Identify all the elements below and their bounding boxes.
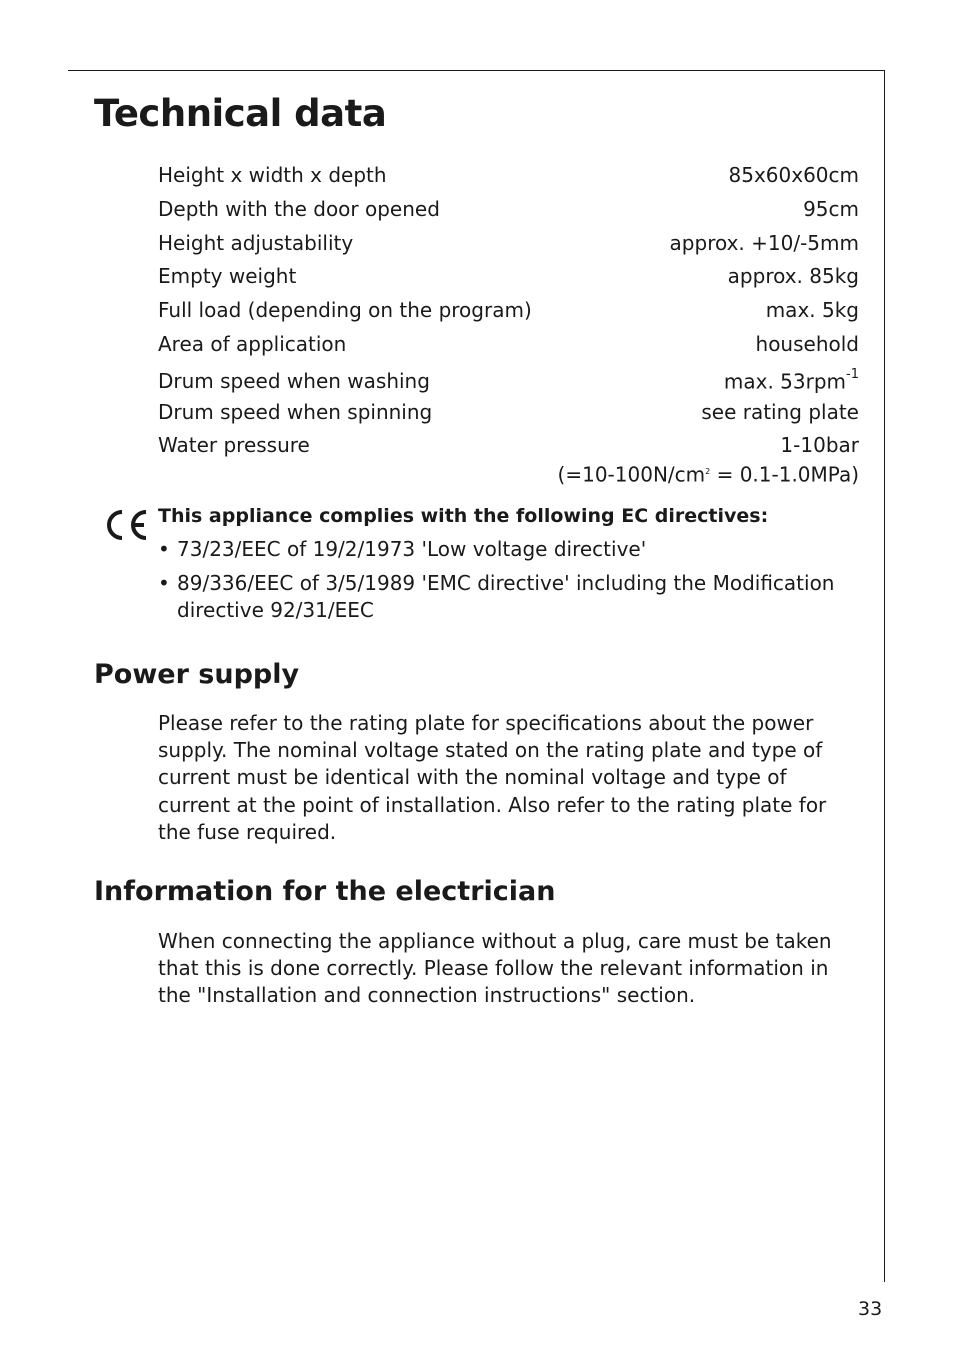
spec-row xyxy=(158,430,859,458)
spec-label: Water pressure xyxy=(158,433,310,458)
electrician-heading: Information for the electrician xyxy=(94,876,556,907)
spec-label: Height x width x depth xyxy=(158,163,387,187)
directive-text: 73/23/EEC of 19/2/1973 'Low voltage directive' xyxy=(177,537,647,561)
page-title: Technical data xyxy=(94,92,387,135)
spec-label: Full load (depending on the program) xyxy=(158,298,532,323)
spec-row xyxy=(158,295,859,329)
spec-value: see rating plate xyxy=(701,399,859,424)
electrician-text: When connecting the appliance without a plug, care must be taken that this is done correctly. Please follow the relevant information in the "Installation and connection instructions" section. xyxy=(158,929,832,1008)
directive-text: 89/336/EEC of 3/5/1989 'EMC directive' including the Modification directive 92/31/EEC xyxy=(177,571,835,622)
specs-table xyxy=(158,160,859,489)
spec-row xyxy=(158,228,859,262)
list-item xyxy=(158,570,859,624)
spec-row xyxy=(158,397,859,431)
spec-label: Height adjustability xyxy=(158,230,354,255)
top-rule xyxy=(68,70,885,71)
power-supply-heading: Power supply xyxy=(94,659,300,690)
page-number: 33 xyxy=(858,1298,883,1320)
spec-row xyxy=(158,194,859,228)
spec-value: 85x60x60cm xyxy=(728,163,859,187)
ce-mark-icon xyxy=(102,506,150,544)
spec-value xyxy=(724,363,859,397)
spec-value-note xyxy=(158,458,859,489)
spec-row xyxy=(158,363,859,397)
bullet: • xyxy=(158,571,170,595)
right-margin-rule xyxy=(884,70,885,1282)
spec-value: 1-10bar xyxy=(780,433,859,458)
ec-directives xyxy=(158,502,859,631)
spec-value-text: max. 53rpm xyxy=(723,369,847,394)
spec-row xyxy=(158,261,859,295)
spec-value: 95cm xyxy=(803,196,859,221)
spec-label: Empty weight xyxy=(158,264,297,289)
spec-row xyxy=(158,329,859,363)
spec-value: approx. +10/-5mm xyxy=(669,230,859,255)
spec-label: Depth with the door opened xyxy=(158,196,440,221)
directives-heading: This appliance complies with the following EC directives: xyxy=(158,505,769,527)
spec-value: household xyxy=(755,331,859,356)
spec-label: Drum speed when spinning xyxy=(158,399,433,424)
spec-note-text: (=10-100N/cm xyxy=(557,463,706,488)
spec-value: max. 5kg xyxy=(765,298,859,323)
spec-label: Drum speed when washing xyxy=(158,369,430,394)
spec-value-superscript: -1 xyxy=(846,366,859,382)
spec-note-text: = 0.1-1.0MPa) xyxy=(710,463,859,488)
spec-value: approx. 85kg xyxy=(727,264,859,289)
list-item xyxy=(158,536,859,563)
power-supply-text: Please refer to the rating plate for specifications about the power supply. The nominal voltage stated on the rating plate and type of current must be identical with the nominal voltage and type of current at the point of installation. Also refer to the rating plate for the fuse required. xyxy=(158,711,827,844)
bullet: • xyxy=(158,537,170,561)
spec-note-superscript: 2 xyxy=(705,467,711,477)
spec-label: Area of application xyxy=(158,331,347,356)
spec-row xyxy=(158,160,859,194)
